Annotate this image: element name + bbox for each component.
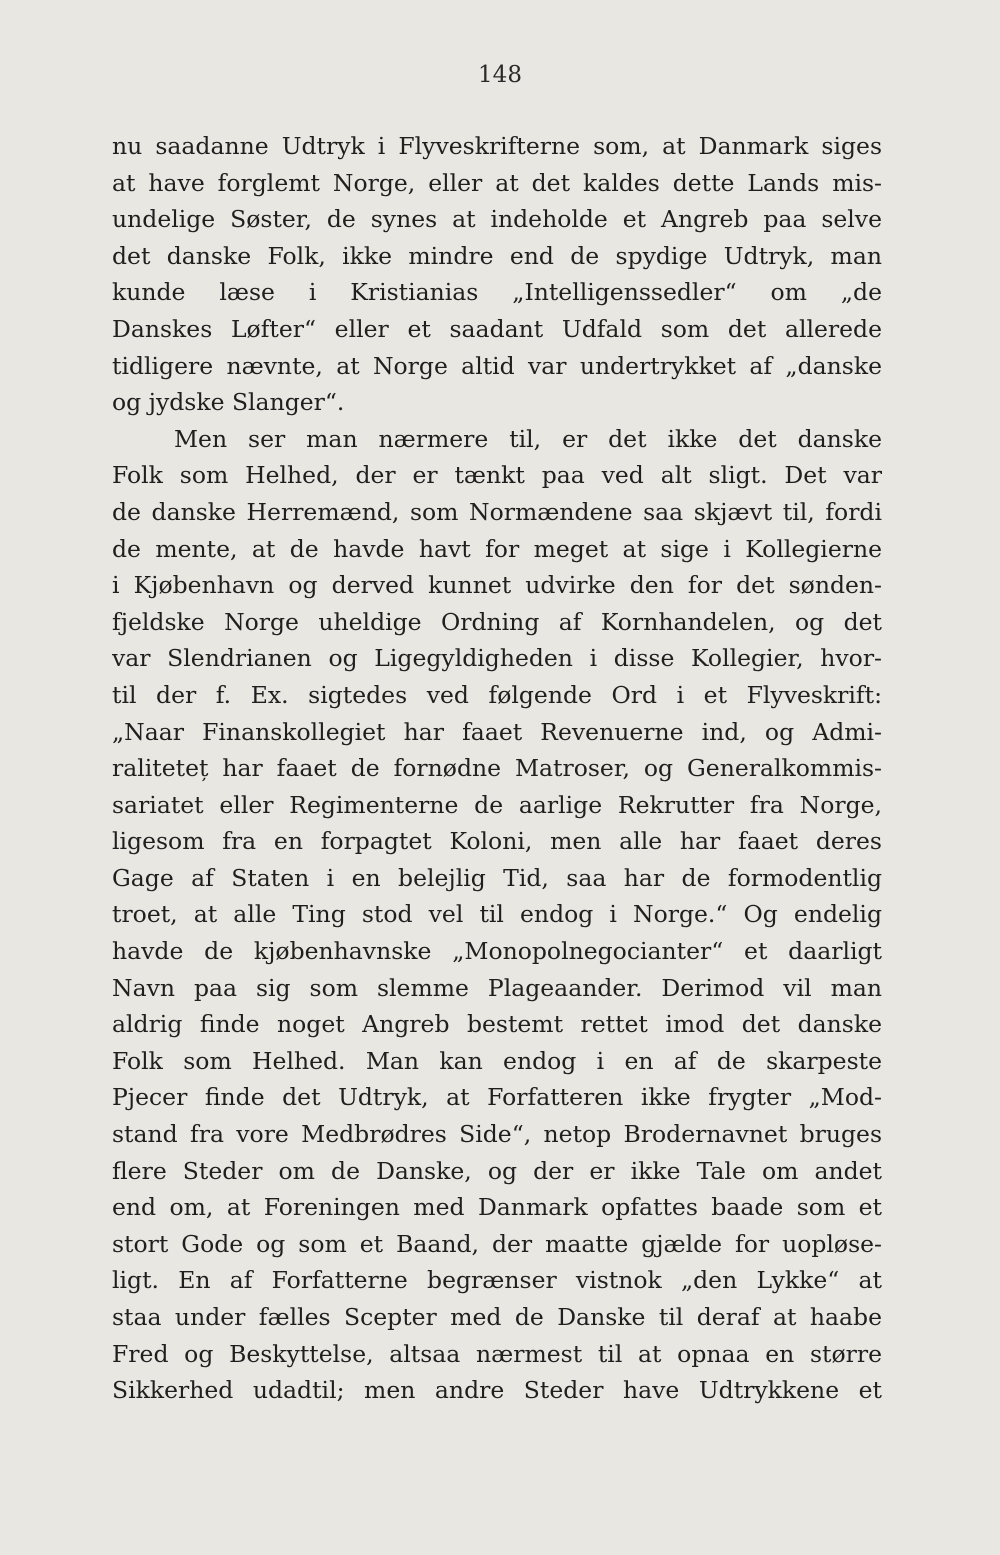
text-line: flere Steder om de Danske, og der er ikke Tale om andet [112, 1156, 882, 1185]
text-line: tidligere nævnte, at Norge altid var undertrykket af „danske [112, 351, 882, 380]
text-line: havde de kjøbenhavnske „Monopolnegocianter“ et daarligt [112, 937, 882, 966]
text-line: og jydske Slanger“. [112, 388, 345, 417]
text-line: sariatet eller Regimenterne de aarlige Rekrutter fra Norge, [112, 790, 882, 819]
text-line: det danske Folk, ikke mindre end de spydige Udtryk, man [112, 241, 882, 270]
text-line: raliteteț har faaet de fornødne Matroser, og Generalkommis- [112, 754, 882, 783]
text-line: undelige Søster, de synes at indeholde et Angreb paa selve [112, 205, 882, 234]
text-line: stort Gode og som et Baand, der maatte gjælde for uopløse- [112, 1229, 882, 1258]
text-line: aldrig finde noget Angreb bestemt rettet imod det danske [112, 1010, 882, 1039]
text-line: de mente, at de havde havt for meget at sige i Kollegierne [112, 534, 882, 563]
text-line: Navn paa sig som slemme Plageaander. Derimod vil man [112, 973, 882, 1002]
text-line: staa under fælles Scepter med de Danske til deraf at haabe [112, 1303, 882, 1331]
text-line: end om, at Foreningen med Danmark opfattes baade som et [112, 1193, 882, 1222]
text-line: troet, at alle Ting stod vel til endog i Norge.“ Og endelig [112, 900, 882, 929]
text-line: Folk som Helhed, der er tænkt paa ved alt sligt. Det var [112, 461, 882, 490]
text-line: Gage af Staten i en belejlig Tid, saa har de formodentlig [112, 863, 882, 892]
text-line: Sikkerhed udadtil; men andre Steder have Udtrykkene et [112, 1376, 882, 1405]
text-line: ligesom fra en forpagtet Koloni, men alle har faaet deres [112, 827, 882, 856]
text-line: Danskes Løfter“ eller et saadant Udfald som det allerede [112, 314, 882, 343]
text-line: kunde læse i Kristianias „Intelligenssedler“ om „de [112, 278, 882, 307]
text-line: Folk som Helhed. Man kan endog i en af de skarpeste [112, 1046, 882, 1075]
text-line: ligt. En af Forfatterne begrænser vistnok „den Lykke“ at [112, 1266, 882, 1295]
text-line: i Kjøbenhavn og derved kunnet udvirke den for det sønden- [112, 571, 882, 600]
page-number: 148 [478, 62, 522, 88]
text-line: Fred og Beskyttelse, altsaa nærmest til at opnaa en større [112, 1339, 882, 1368]
text-line: var Slendrianen og Ligegyldigheden i disse Kollegier, hvor- [112, 644, 882, 673]
text-line: at have forglemt Norge, eller at det kaldes dette Lands mis- [112, 168, 882, 197]
body-text [112, 128, 882, 1409]
text-line: nu saadanne Udtryk i Flyveskrifterne som, at Danmark siges [112, 132, 882, 160]
text-line: fjeldske Norge uheldige Ordning af Kornhandelen, og det [112, 607, 882, 636]
text-line: til der f. Ex. sigtedes ved følgende Ord i et Flyveskrift: [112, 680, 882, 709]
text-line: „Naar Finanskollegiet har faaet Revenuerne ind, og Admi- [112, 717, 882, 746]
paragraph-first-line: Men ser man nærmere til, er det ikke det danske [174, 424, 882, 453]
text-line: Pjecer finde det Udtryk, at Forfatteren ikke frygter „Mod- [112, 1083, 882, 1112]
text-line: de danske Herremænd, som Normændene saa skjævt til, fordi [112, 497, 882, 526]
text-line: stand fra vore Medbrødres Side“, netop Brodernavnet bruges [112, 1120, 882, 1149]
